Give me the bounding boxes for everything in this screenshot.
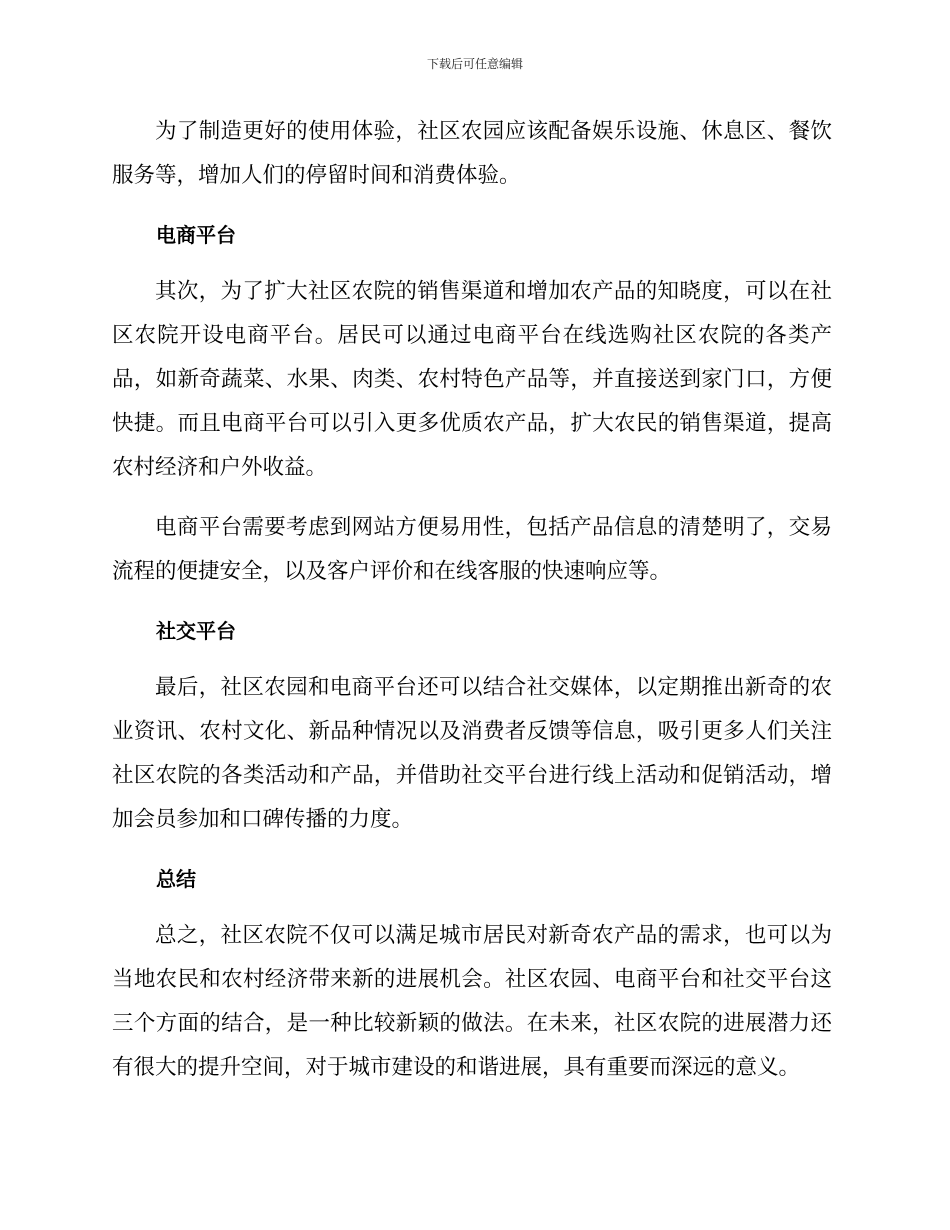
page-header-note: 下载后可任意编辑 (426, 57, 523, 71)
paragraph-summary: 总之，社区农院不仅可以满足城市居民对新奇农产品的需求，也可以为当地农民和农村经济带来新的进展机会。社区农园、电商平台和社交平台这三个方面的结合，是一种比较新颖的做法。在未来，社区农院的进展潜力还有很大的提升空间，对于城市建设的和谐进展，具有重要而深远的意义。 (112, 923, 832, 1080)
paragraph-ecommerce-intro: 其次，为了扩大社区农院的销售渠道和增加农产品的知晓度，可以在社区农院开设电商平台。居民可以通过电商平台在线选购社区农院的各类产品，如新奇蔬菜、水果、肉类、农村特色产品等，并直接送到家门口，方便快捷。而且电商平台可以引入更多优质农产品，扩大农民的销售渠道，提高农村经济和户外收益。 (112, 279, 832, 480)
paragraph-experience: 为了制造更好的使用体验，社区农园应该配备娱乐设施、休息区、餐饮服务等，增加人们的停留时间和消费体验。 (112, 119, 832, 188)
heading-social-platform: 社交平台 (156, 619, 236, 643)
heading-ecommerce-platform: 电商平台 (156, 223, 236, 247)
document-body (112, 110, 832, 1106)
paragraph-social-media: 最后，社区农园和电商平台还可以结合社交媒体，以定期推出新奇的农业资讯、农村文化、新品种情况以及消费者反馈等信息，吸引更多人们关注社区农院的各类活动和产品，并借助社交平台进行线上活动和促销活动，增加会员参加和口碑传播的力度。 (112, 675, 832, 832)
paragraph-ecommerce-requirements: 电商平台需要考虑到网站方便易用性，包括产品信息的清楚明了，交易流程的便捷安全，以及客户评价和在线客服的快速响应等。 (112, 515, 832, 584)
heading-summary: 总结 (156, 867, 196, 891)
